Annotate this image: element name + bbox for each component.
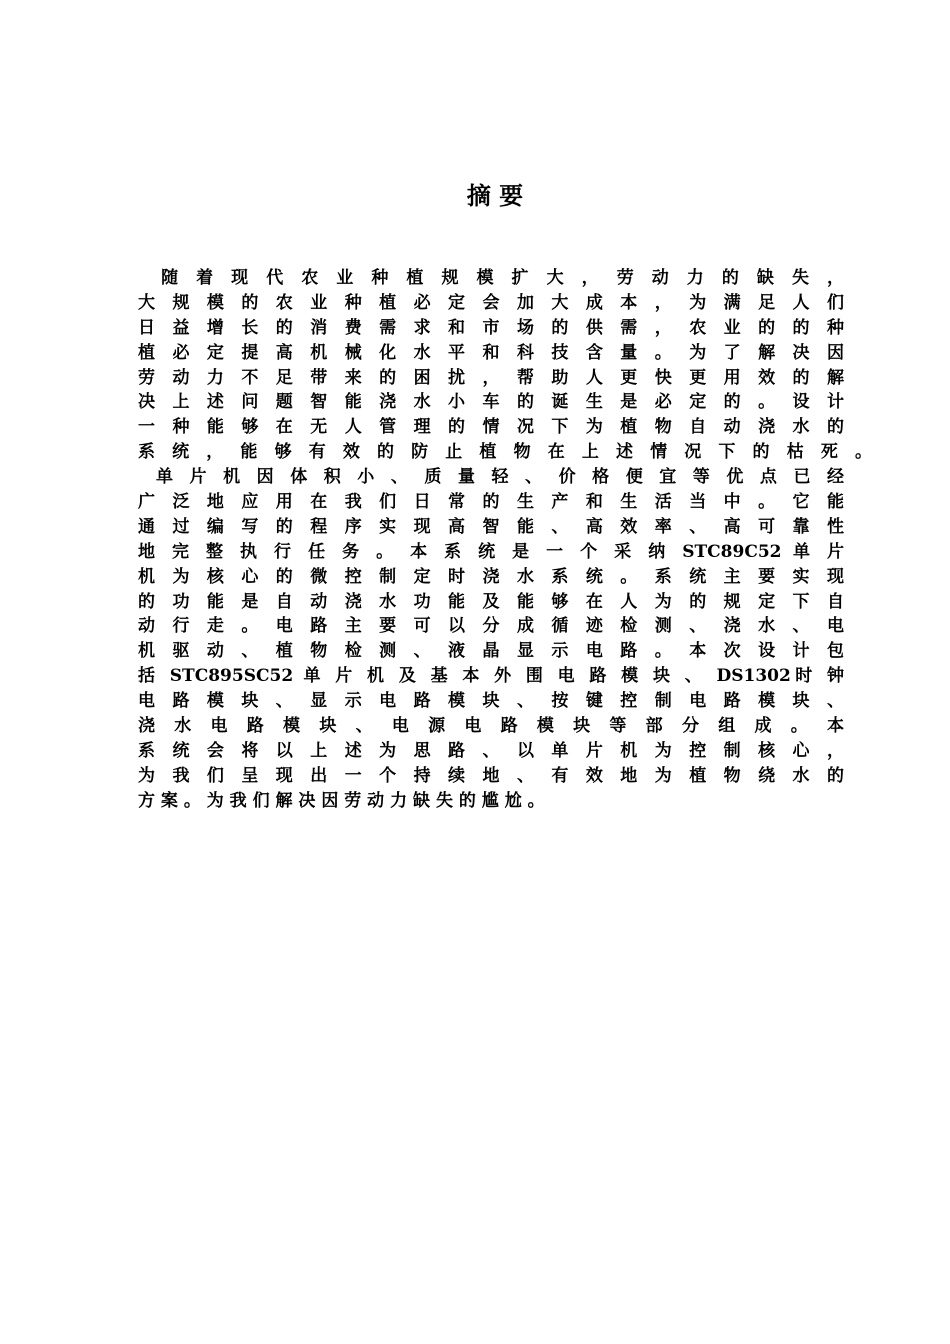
abstract-line: 方 案 。 为 我 们 解 决 因 劳 动 力 缺 失 的 尴 尬 。 — [138, 790, 545, 811]
abstract-line: 随 着 现 代 农 业 种 植 规 模 扩 大 ， 劳 动 力 的 缺 失 ， — [138, 268, 844, 288]
abstract-line: 日 益 增 长 的 消 费 需 求 和 市 场 的 供 需 ， 农 业 的 的 种 — [138, 317, 844, 338]
abstract-line: 大 规 模 的 农 业 种 植 必 定 会 加 大 成 本 ， 为 满 足 人 们 — [138, 292, 844, 313]
abstract-line: 植 必 定 提 高 机 械 化 水 平 和 科 技 含 量 。 为 了 解 决 因 — [138, 342, 844, 363]
abstract-line: 机 为 核 心 的 微 控 制 定 时 浇 水 系 统 。 系 统 主 要 实 现 — [138, 566, 844, 587]
abstract-line: 决 上 述 问 题 智 能 浇 水 小 车 的 诞 生 是 必 定 的 。 设 计 — [138, 392, 844, 413]
abstract-line: 广 泛 地 应 用 在 我 们 日 常 的 生 产 和 生 活 当 中 。 它 能 — [138, 492, 844, 513]
abstract-line: 括 STC895SC52 单 片 机 及 基 本 外 围 电 路 模 块 、 DS1302时 钟 — [138, 666, 844, 687]
abstract-line: 系 统 会 将 以 上 述 为 思 路 、 以 单 片 机 为 控 制 核 心 ， — [138, 740, 844, 761]
abstract-line: 动 行 走 。 电 路 主 要 可 以 分 成 循 迹 检 测 、 浇 水 、 电 — [138, 616, 844, 637]
abstract-line: 单 片 机 因 体 积 小 、 质 量 轻 、 价 格 便 宜 等 优 点 已 经 — [156, 467, 844, 488]
abstract-line: 电 路 模 块 、 显 示 电 路 模 块 、 按 键 控 制 电 路 模 块 、 — [138, 691, 844, 712]
abstract-line: 一 种 能 够 在 无 人 管 理 的 情 况 下 为 植 物 自 动 浇 水 的 — [138, 417, 844, 438]
abstract-line: 地 完 整 执 行 任 务 。 本 系 统 是 一 个 采 纳 STC89C52 单 片 — [138, 541, 844, 562]
abstract-line: 浇 水 电 路 模 块 、 电 源 电 路 模 块 等 部 分 组 成 。 本 — [138, 716, 844, 737]
abstract-title: 摘 要 — [466, 181, 524, 210]
abstract-line: 通 过 编 写 的 程 序 实 现 高 智 能 、 高 效 率 、 高 可 靠 性 — [138, 516, 844, 537]
abstract-line: 劳 动 力 不 足 带 来 的 困 扰 ， 帮 助 人 更 快 更 用 效 的 解 — [138, 367, 844, 388]
abstract-line: 机 驱 动 、 植 物 检 测 、 液 晶 显 示 电 路 。 本 次 设 计 包 — [138, 641, 844, 662]
abstract-line: 系 统 ， 能 够 有 效 的 防 止 植 物 在 上 述 情 况 下 的 枯 死 。 — [138, 442, 872, 463]
abstract-line: 的 功 能 是 自 动 浇 水 功 能 及 能 够 在 人 为 的 规 定 下 自 — [138, 591, 844, 612]
abstract-body — [138, 266, 872, 814]
abstract-line: 为 我 们 呈 现 出 一 个 持 续 地 、 有 效 地 为 植 物 绕 水 的 — [138, 765, 844, 786]
